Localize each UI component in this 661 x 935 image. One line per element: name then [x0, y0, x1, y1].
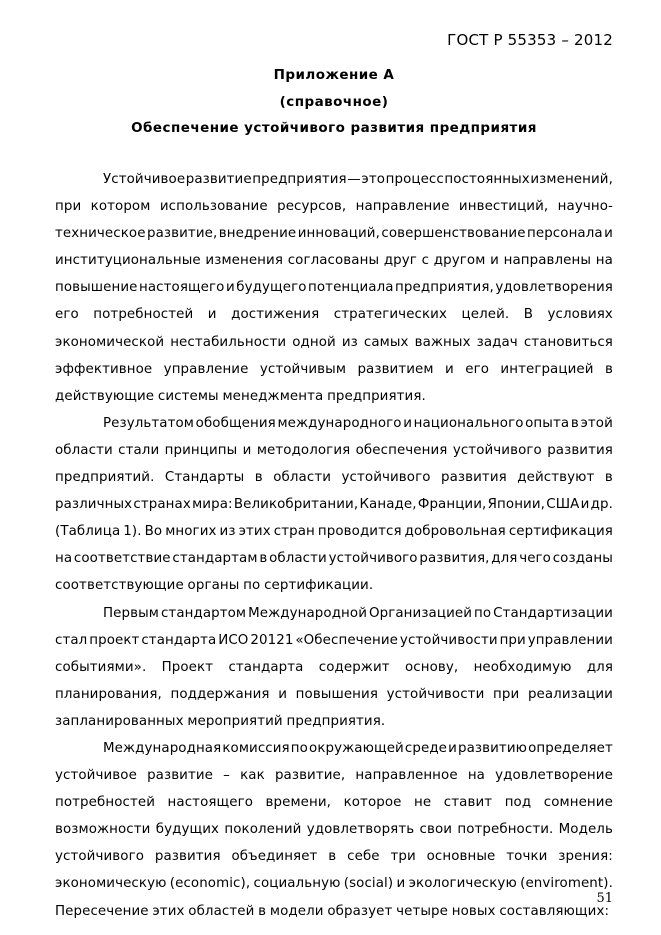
text-line	[55, 247, 613, 274]
word: целей.	[461, 307, 510, 323]
word: процесс	[385, 172, 444, 187]
word: для	[491, 551, 518, 567]
word: устойчивое	[55, 768, 137, 784]
word: себе	[347, 849, 380, 865]
word: устойчивого	[341, 470, 431, 486]
word: развитие	[147, 768, 214, 784]
word: повышения	[295, 686, 378, 702]
word: устойчивости	[399, 632, 498, 648]
word: нестабильности	[170, 334, 287, 350]
word: и	[580, 497, 590, 513]
word: согласованы	[287, 253, 380, 269]
word: в	[259, 551, 268, 567]
word: в	[570, 415, 579, 431]
word: объединяет	[231, 849, 318, 865]
appendix-heading: Обеспечение устойчивого развития предприятия	[131, 120, 537, 136]
word: стандартам	[172, 551, 258, 567]
word: Великобритании,	[233, 497, 359, 513]
word: направление	[355, 199, 450, 215]
word: Первым	[103, 605, 159, 621]
word: в	[328, 849, 337, 865]
word: самых	[363, 334, 409, 350]
word: управление	[163, 361, 249, 377]
word: (Таблица	[55, 524, 121, 540]
word: направленное	[355, 768, 458, 784]
word: устойчивым	[259, 361, 347, 377]
word: развития	[441, 470, 507, 486]
text-line	[55, 491, 613, 518]
word: как	[240, 768, 265, 784]
word: ресурсов,	[277, 199, 347, 215]
paragraph	[55, 166, 613, 410]
word: постоянных	[444, 172, 530, 187]
word: друг	[383, 253, 417, 269]
word: точки	[506, 849, 548, 865]
word: в	[604, 470, 613, 486]
word: др.	[590, 497, 613, 513]
word: этой	[580, 415, 613, 431]
word: персонала	[527, 226, 603, 242]
text-line	[55, 627, 613, 654]
word: Стандартизации	[493, 605, 613, 621]
word: удовлетворения	[495, 280, 613, 296]
word: потребностей	[93, 307, 194, 323]
word: устойчивости	[386, 686, 485, 702]
text-line	[55, 816, 613, 843]
word: и	[242, 442, 252, 458]
word: развитие,	[147, 226, 218, 242]
word: устойчивого	[452, 442, 542, 458]
appendix-title-block	[55, 62, 613, 142]
word: развитию	[458, 740, 527, 756]
word: важных	[414, 334, 471, 350]
word: изменения	[205, 253, 283, 269]
word: основу,	[404, 659, 459, 675]
word: среде	[404, 740, 448, 756]
word: стратегических	[333, 307, 448, 323]
word: не	[414, 795, 432, 811]
word: инноваций,	[297, 226, 380, 242]
word: проект	[89, 632, 140, 648]
appendix-kind: (справочное)	[279, 93, 389, 110]
word: в	[604, 361, 613, 377]
word: развития	[547, 442, 613, 458]
text-line	[55, 789, 613, 816]
word: области	[273, 470, 332, 486]
word: сомнение	[543, 795, 613, 811]
word: удовлетворение	[495, 768, 613, 784]
word: развития,	[419, 551, 490, 567]
text-line	[55, 843, 613, 870]
word: Японии,	[487, 497, 546, 513]
word: обобщения	[195, 415, 276, 431]
word: —	[347, 172, 361, 187]
word: и	[490, 253, 499, 269]
word: этих	[238, 524, 271, 540]
word: три	[390, 849, 416, 865]
word: направлены	[503, 253, 592, 269]
word: модели	[269, 903, 324, 919]
word: проводится	[317, 524, 402, 540]
word: времени,	[265, 795, 332, 811]
word: для	[586, 659, 613, 675]
word: мира:	[192, 497, 233, 513]
word: созданы	[552, 551, 613, 567]
word: его	[55, 307, 79, 323]
word: развитие	[185, 172, 252, 187]
word: по	[243, 578, 261, 594]
word: соответствие	[73, 551, 171, 567]
word: совершенствование	[381, 226, 526, 242]
word: принципы	[164, 442, 238, 458]
word: из	[219, 524, 236, 540]
word: (social)	[343, 876, 394, 892]
text-line	[55, 600, 613, 627]
text-line	[55, 301, 613, 328]
text-line	[55, 545, 613, 572]
word: Устойчивое	[103, 172, 186, 187]
word: странах	[133, 497, 191, 513]
text-line	[55, 464, 613, 491]
word: США	[546, 497, 580, 513]
word: 20121	[250, 632, 294, 648]
appendix-label: Приложение А	[273, 67, 395, 83]
word: стал	[55, 632, 88, 648]
word: в	[254, 470, 263, 486]
word: стран	[273, 524, 315, 540]
word: потребности.	[457, 822, 554, 838]
word: настоящего	[167, 795, 253, 811]
paragraph	[55, 600, 613, 735]
word: (enviroment).	[520, 876, 613, 892]
word: многих	[165, 524, 217, 540]
text-line	[55, 410, 613, 437]
text-line	[55, 572, 613, 599]
word: условиях	[547, 307, 613, 323]
word: удовлетворять	[306, 822, 415, 838]
word: изменений,	[530, 172, 613, 187]
word: Проект	[161, 659, 214, 675]
word: стандартом	[160, 605, 247, 621]
word: развитием	[357, 361, 434, 377]
word: свои	[419, 822, 453, 838]
word: окружающей	[309, 740, 404, 756]
word: Канаде,	[359, 497, 417, 513]
word: основные	[426, 849, 496, 865]
word: техническое	[55, 226, 146, 242]
word: Международной	[248, 605, 368, 621]
word: использование	[159, 199, 268, 215]
word: которое	[343, 795, 402, 811]
word: Организацией	[368, 605, 473, 621]
word: добровольная	[404, 524, 506, 540]
word: предприятия.	[327, 388, 426, 404]
word: Во	[144, 524, 163, 540]
word: внедрение	[218, 226, 297, 242]
word: из	[341, 334, 358, 350]
word: и	[403, 415, 412, 431]
word: и	[225, 280, 235, 296]
word: (economic),	[169, 876, 251, 892]
word: системы	[157, 388, 219, 404]
word: планирования,	[55, 686, 162, 702]
word: Международная	[103, 740, 222, 756]
paragraph	[55, 410, 613, 600]
word: при	[55, 199, 82, 215]
word: четыре	[396, 903, 448, 919]
word: управлении	[527, 632, 613, 648]
text-line	[55, 437, 613, 464]
running-header: ГОСТ Р 55353 – 2012	[447, 31, 613, 49]
word: другом	[433, 253, 486, 269]
word: задач	[476, 334, 518, 350]
word: это	[361, 172, 386, 187]
word: «Обеспечение	[295, 632, 399, 648]
word: органы	[187, 578, 240, 594]
word: Франции,	[417, 497, 487, 513]
word: соответствующие	[55, 578, 184, 594]
word: котором	[90, 199, 151, 215]
word: повышение	[55, 280, 138, 296]
word: развития	[154, 849, 221, 865]
text-line	[55, 329, 613, 356]
word: опыта	[525, 415, 570, 431]
word: необходимую	[473, 659, 572, 675]
word: на	[595, 253, 613, 269]
text-line	[55, 166, 613, 193]
text-line	[55, 762, 613, 789]
word: предприятий.	[55, 470, 155, 486]
word: ставит	[443, 795, 493, 811]
word: составляющих:	[499, 903, 610, 919]
word: действуют	[517, 470, 595, 486]
word: его	[465, 361, 490, 377]
text-line	[55, 518, 613, 545]
text-line	[55, 356, 613, 383]
word: предприятия.	[286, 713, 386, 729]
word: социальную	[253, 876, 341, 892]
word: становиться	[523, 334, 613, 350]
word: с	[421, 253, 430, 269]
word: эффективное	[55, 361, 153, 377]
word: и	[604, 226, 613, 242]
word: новых	[451, 903, 496, 919]
word: Пересечение	[55, 903, 149, 919]
word: интеграцией	[500, 361, 594, 377]
word: стали	[118, 442, 160, 458]
word: обеспечения	[355, 442, 448, 458]
word: по	[290, 740, 308, 756]
word: зрения:	[558, 849, 613, 865]
word: чего	[519, 551, 551, 567]
text-line	[55, 708, 613, 735]
word: и	[448, 740, 457, 756]
word: институциональные	[55, 253, 201, 269]
word: поддержания	[170, 686, 270, 702]
word: стандарта	[228, 659, 304, 675]
word: определяет	[528, 740, 613, 756]
text-line	[55, 274, 613, 301]
word: научно-	[557, 199, 613, 215]
word: будущих	[155, 822, 220, 838]
word: запланированных	[55, 713, 184, 729]
word: экономической	[55, 334, 165, 350]
word: на	[467, 768, 485, 784]
word: развитие,	[274, 768, 346, 784]
word: будущего	[236, 280, 307, 296]
word: 1).	[123, 524, 142, 540]
text-line	[55, 681, 613, 708]
word: сертификации.	[264, 578, 374, 594]
word: потребностей	[55, 795, 155, 811]
word: по	[473, 605, 492, 621]
word: Результатом	[103, 415, 195, 431]
word: устойчивого	[328, 551, 418, 567]
word: –	[223, 768, 230, 784]
word: на	[55, 551, 73, 567]
body-text	[55, 166, 613, 925]
text-line	[55, 735, 613, 762]
text-line	[55, 220, 613, 247]
page-number: 51	[596, 891, 613, 906]
word: экологическую	[408, 876, 517, 892]
word: при	[493, 686, 520, 702]
word: ИСО	[218, 632, 249, 648]
word: менеджмента	[222, 388, 324, 404]
word: Модель	[558, 822, 613, 838]
word: Стандарты	[164, 470, 245, 486]
word: различных	[55, 497, 133, 513]
word: достижения	[231, 307, 320, 323]
word: экономическую	[55, 876, 167, 892]
word: реализации	[527, 686, 613, 702]
word: методология	[256, 442, 351, 458]
word: предприятия	[252, 172, 347, 187]
word: и	[445, 361, 454, 377]
word: инвестиций,	[458, 199, 549, 215]
word: содержит	[318, 659, 390, 675]
word: в	[258, 903, 267, 919]
word: образует	[327, 903, 393, 919]
word: и	[207, 307, 217, 323]
word: комиссия	[222, 740, 290, 756]
word: поколений	[224, 822, 302, 838]
word: и	[396, 876, 406, 892]
word: сертификация	[508, 524, 613, 540]
word: области	[55, 442, 113, 458]
word: одной	[292, 334, 336, 350]
word: событиями».	[55, 659, 147, 675]
text-line	[55, 654, 613, 681]
word: потенциала	[308, 280, 394, 296]
word: В	[523, 307, 534, 323]
word: этих	[152, 903, 185, 919]
word: международного	[277, 415, 402, 431]
word: устойчивого	[55, 849, 145, 865]
word: областей	[188, 903, 255, 919]
word: и	[278, 686, 288, 702]
word: при	[499, 632, 526, 648]
text-line	[55, 383, 613, 410]
word: мероприятий	[187, 713, 283, 729]
word: действующие	[55, 388, 155, 404]
word: стандарта	[141, 632, 217, 648]
text-line	[55, 193, 613, 220]
word: области	[269, 551, 327, 567]
word: национального	[413, 415, 524, 431]
word: возможности	[55, 822, 151, 838]
word: предприятия,	[395, 280, 494, 296]
word: под	[504, 795, 532, 811]
word: настоящего	[139, 280, 225, 296]
